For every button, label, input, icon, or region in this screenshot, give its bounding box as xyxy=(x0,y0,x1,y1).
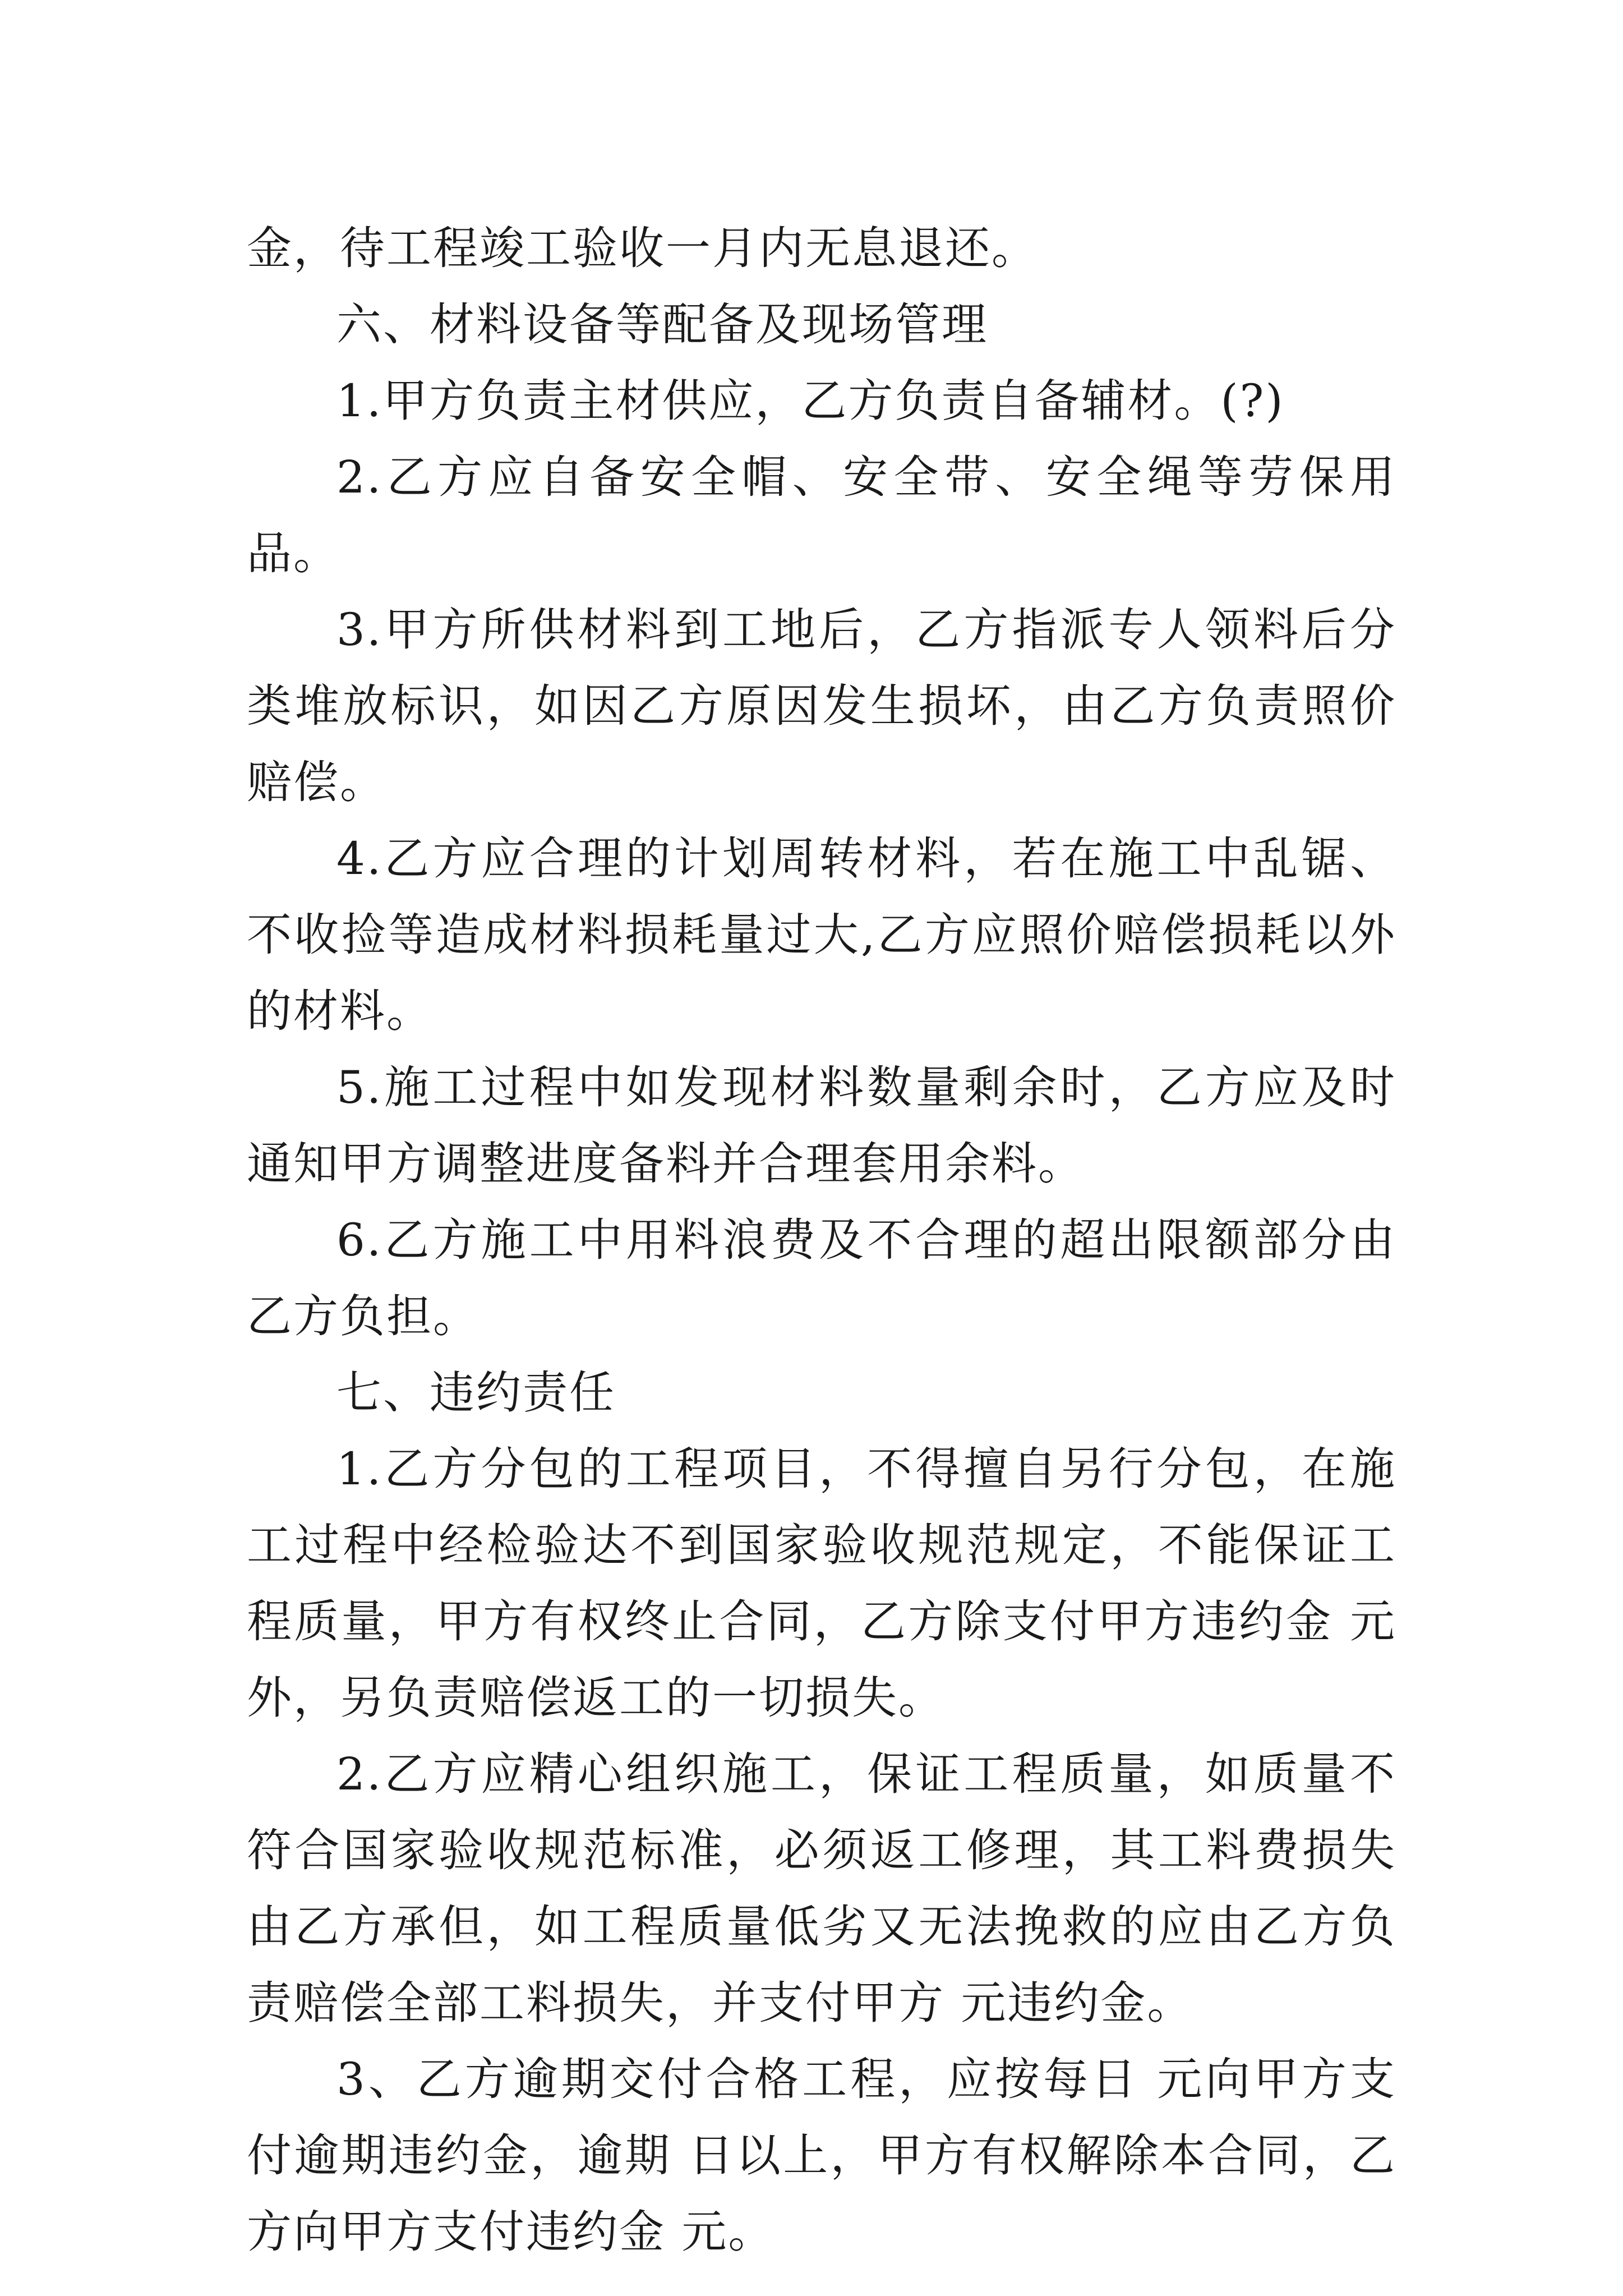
document-body xyxy=(247,210,1396,2270)
clause-7-3: 3、乙方逾期交付合格工程，应按每日 元向甲方支付逾期违约金，逾期 日以上，甲方有权解除本合同，乙方向甲方支付违约金 元。 xyxy=(247,2053,1396,2258)
clause-6-5: 5.施工过程中如发现材料数量剩余时，乙方应及时通知甲方调整进度备料并合理套用余料。 xyxy=(247,1061,1396,1190)
clause-7-1: 1.乙方分包的工程项目，不得擅自另行分包，在施工过程中经检验达不到国家验收规范规定，不能保证工程质量，甲方有权终止合同，乙方除支付甲方违约金 元外，另负责赔偿返工的一切损失。 xyxy=(247,1443,1396,1724)
clause-6-2: 2.乙方应自备安全帽、安全带、安全绳等劳保用品。 xyxy=(247,451,1396,579)
section-heading-materials: 六、材料设备等配备及现场管理 xyxy=(336,298,988,351)
clause-6-3: 3.甲方所供材料到工地后，乙方指派专人领料后分类堆放标识，如因乙方原因发生损坏，由乙方负责照价赔偿。 xyxy=(247,604,1396,808)
clause-7-2: 2.乙方应精心组织施工，保证工程质量，如质量不符合国家验收规范标准，必须返工修理，其工料费损失由乙方承但，如工程质量低劣又无法挽救的应由乙方负责赔偿全部工料损失，并支付甲方 元违约金。 xyxy=(247,1748,1396,2029)
clause-6-4: 4.乙方应合理的计划周转材料，若在施工中乱锯、不收捡等造成材料损耗量过大,乙方应照价赔偿损耗以外的材料。 xyxy=(247,832,1396,1037)
clause-6-1: 1.甲方负责主材供应，乙方负责自备辅材。(?) xyxy=(336,375,1285,427)
section-heading-liability: 七、违约责任 xyxy=(336,1366,616,1419)
clause-6-6: 6.乙方施工中用料浪费及不合理的超出限额部分由乙方负担。 xyxy=(247,1214,1396,1342)
paragraph-deposit-refund: 金，待工程竣工验收一月内无息退还。 xyxy=(247,222,1038,274)
